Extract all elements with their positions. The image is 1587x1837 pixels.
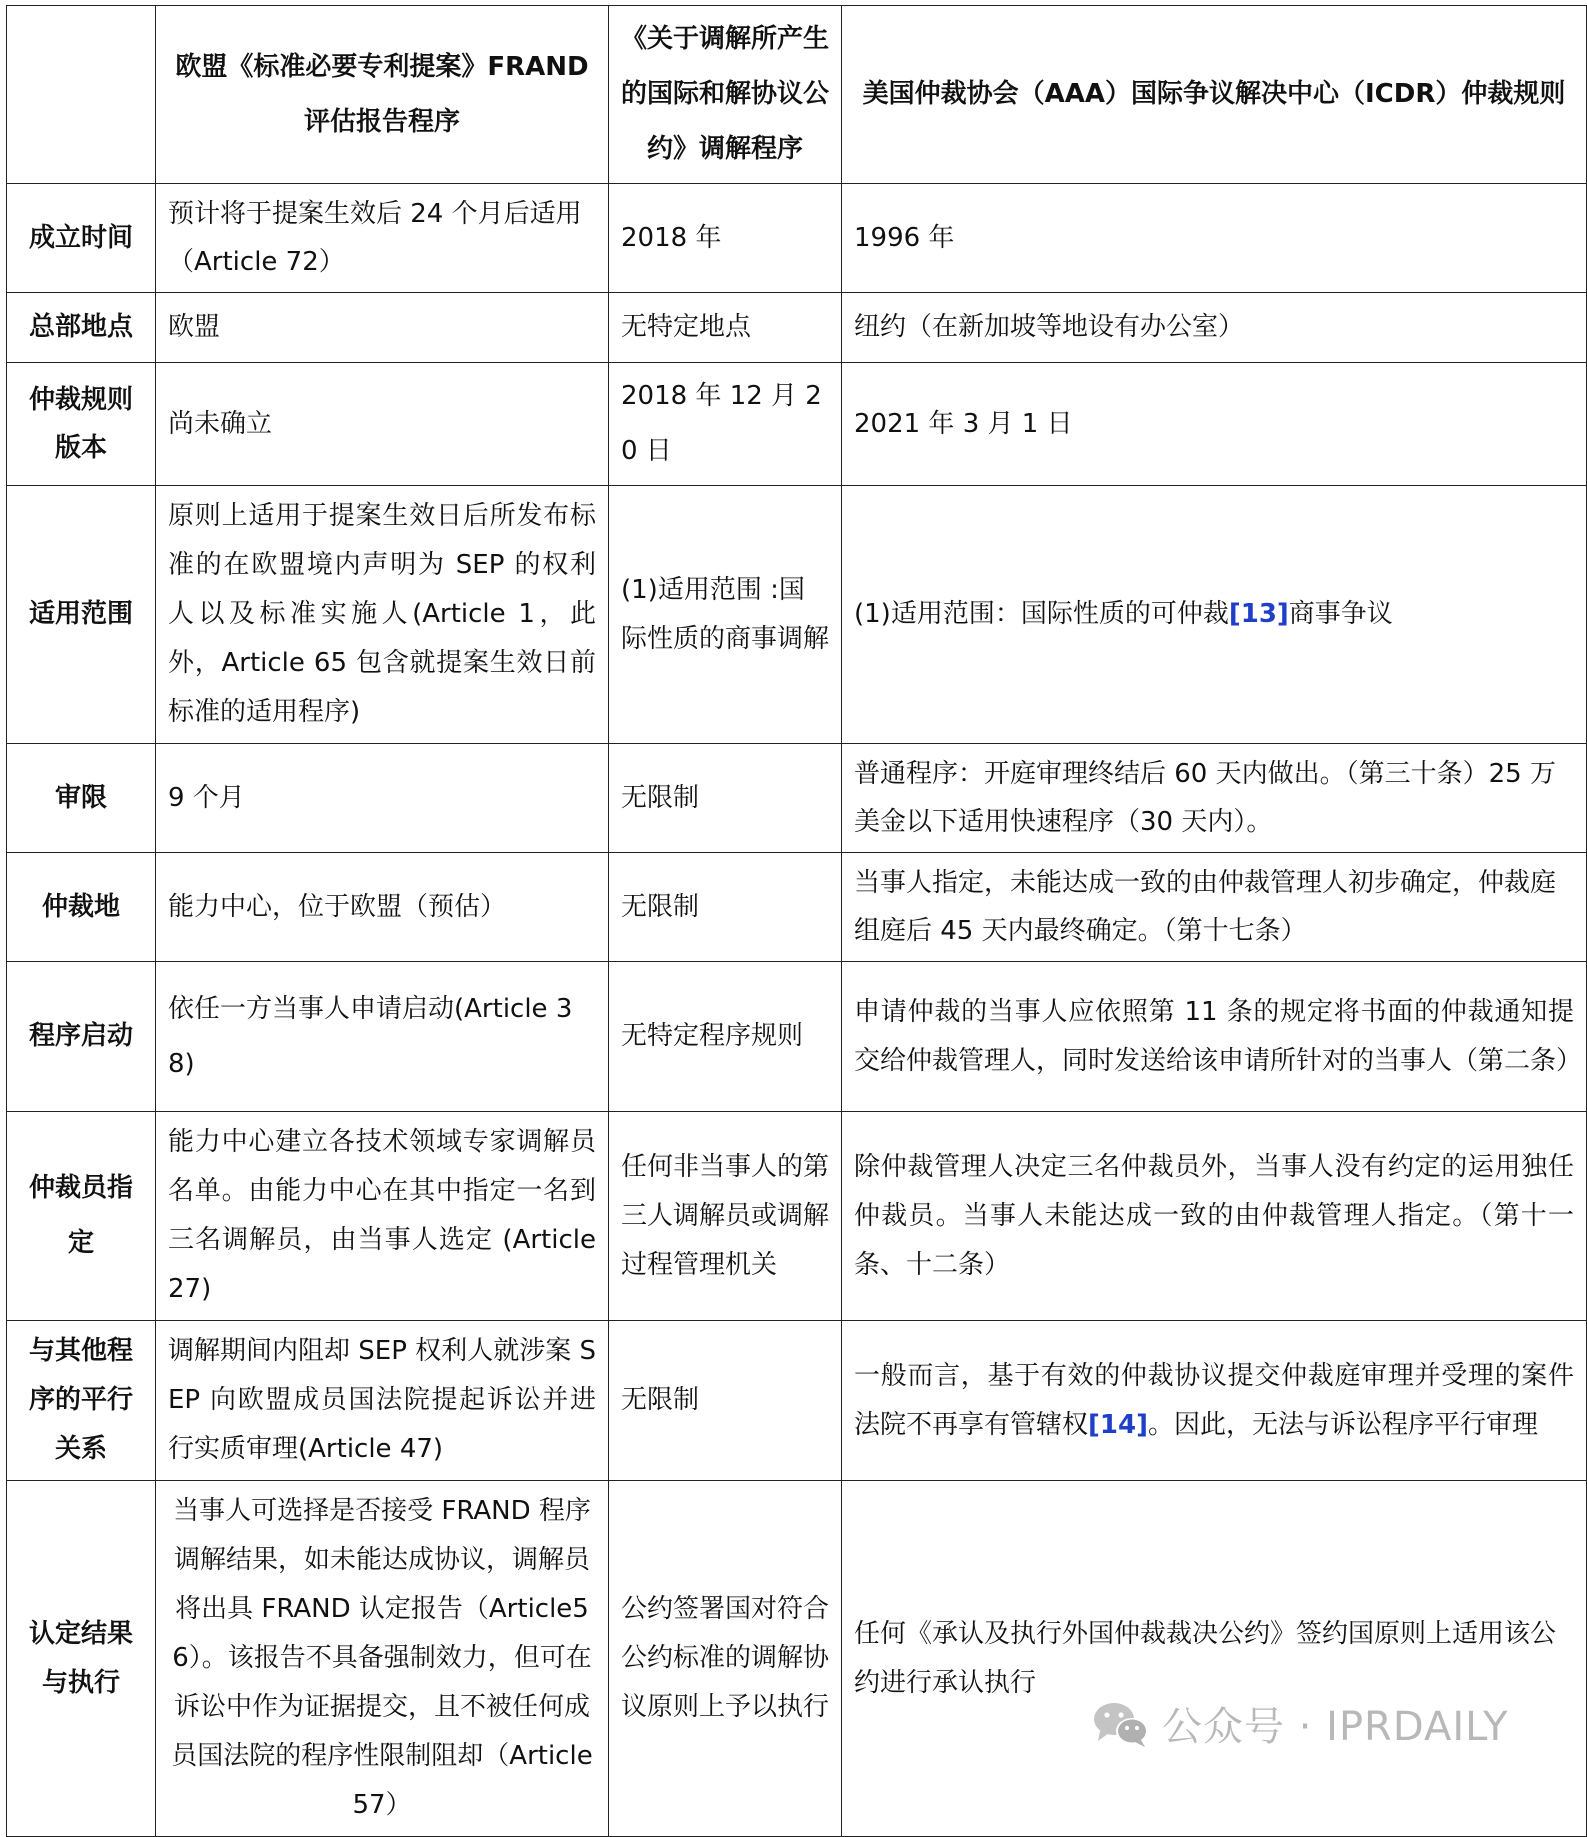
row-label-seat: 仲裁地	[7, 853, 156, 962]
cell-seat-icdr: 当事人指定，未能达成一致的由仲裁管理人初步确定，仲裁庭组庭后 45 天内最终确定。（第十七条）	[842, 853, 1587, 962]
footnote-ref-14[interactable]: [14]	[1088, 1409, 1148, 1440]
comparison-table	[6, 5, 1587, 1837]
table-row	[7, 1321, 1587, 1481]
cell-rules-version-mediation: 2018 年 12 月 20 日	[609, 363, 842, 486]
table-row	[7, 486, 1587, 744]
cell-initiation-icdr: 申请仲裁的当事人应依照第 11 条的规定将书面的仲裁通知提交给仲裁管理人，同时发送给该申请所针对的当事人（第二条）	[842, 962, 1587, 1112]
cell-seat-mediation: 无限制	[609, 853, 842, 962]
table-row	[7, 293, 1587, 363]
cell-time-limit-icdr: 普通程序：开庭审理终结后 60 天内做出。（第三十条）25 万美金以下适用快速程序（30 天内）。	[842, 744, 1587, 853]
row-label-rules-version: 仲裁规则版本	[7, 363, 156, 486]
cell-parallel-icdr	[842, 1321, 1587, 1481]
parallel-icdr-text-a: 一般而言，基于有效的仲裁协议提交仲裁庭审理并受理的案件法院不再享有管辖权	[854, 1360, 1574, 1440]
cell-enforcement-mediation: 公约签署国对符合公约标准的调解协议原则上予以执行	[609, 1481, 842, 1837]
table-row	[7, 1481, 1587, 1837]
watermark	[1090, 1693, 1509, 1753]
parallel-icdr-text-b: 。因此，无法与诉讼程序平行审理	[1147, 1409, 1538, 1440]
row-label-time-limit: 审限	[7, 744, 156, 853]
row-label-parallel: 与其他程序的平行关系	[7, 1321, 156, 1481]
table-row	[7, 962, 1587, 1112]
watermark-text: 公众号 · IPRDAILY	[1162, 1703, 1509, 1750]
row-label-established: 成立时间	[7, 184, 156, 293]
cell-rules-version-icdr: 2021 年 3 月 1 日	[842, 363, 1587, 486]
cell-enforcement-icdr: 任何《承认及执行外国仲裁裁决公约》签约国原则上适用该公约进行承认执行	[842, 1481, 1587, 1837]
table-row	[7, 744, 1587, 853]
cell-time-limit-mediation: 无限制	[609, 744, 842, 853]
cell-scope-icdr	[842, 486, 1587, 744]
cell-initiation-mediation: 无特定程序规则	[609, 962, 842, 1112]
cell-appointment-eu: 能力中心建立各技术领域专家调解员名单。由能力中心在其中指定一名到三名调解员，由当事人选定 (Article 27)	[156, 1112, 609, 1321]
col-header-eu-frand: 欧盟《标准必要专利提案》FRAND 评估报告程序	[156, 6, 609, 184]
cell-enforcement-eu: 当事人可选择是否接受 FRAND 程序调解结果，如未能达成协议，调解员将出具 FRAND 认定报告（Article56）。该报告不具备强制效力，但可在诉讼中作为证据提交，且不被任何成员国法院的程序性限制阻却（Article 57）	[156, 1481, 609, 1837]
cell-appointment-icdr: 除仲裁管理人决定三名仲裁员外，当事人没有约定的运用独任仲裁员。当事人未能达成一致的由仲裁管理人指定。（第十一条、十二条）	[842, 1112, 1587, 1321]
row-label-headquarters: 总部地点	[7, 293, 156, 363]
cell-scope-eu: 原则上适用于提案生效日后所发布标准的在欧盟境内声明为 SEP 的权利人以及标准实施人(Article 1，此外，Article 65 包含就提案生效日前标准的适用程序)	[156, 486, 609, 744]
table-row	[7, 363, 1587, 486]
row-label-enforcement: 认定结果与执行	[7, 1481, 156, 1837]
table-row	[7, 1112, 1587, 1321]
cell-rules-version-eu: 尚未确立	[156, 363, 609, 486]
cell-established-eu: 预计将于提案生效后 24 个月后适用（Article 72）	[156, 184, 609, 293]
footnote-ref-13[interactable]: [13]	[1228, 599, 1289, 629]
cell-initiation-eu: 依任一方当事人申请启动(Article 38)	[156, 962, 609, 1112]
col-header-mediation-convention: 《关于调解所产生的国际和解协议公约》调解程序	[609, 6, 842, 184]
scope-icdr-text-b: 商事争议	[1288, 599, 1393, 629]
row-label-scope: 适用范围	[7, 486, 156, 744]
cell-headquarters-eu: 欧盟	[156, 293, 609, 363]
corner-cell	[7, 6, 156, 184]
scope-icdr-text-a: (1)适用范围：国际性质的可仲裁	[854, 599, 1229, 629]
cell-seat-eu: 能力中心，位于欧盟（预估）	[156, 853, 609, 962]
row-label-appointment: 仲裁员指定	[7, 1112, 156, 1321]
cell-headquarters-mediation: 无特定地点	[609, 293, 842, 363]
cell-time-limit-eu: 9 个月	[156, 744, 609, 853]
col-header-icdr: 美国仲裁协会（AAA）国际争议解决中心（ICDR）仲裁规则	[842, 6, 1587, 184]
table-row	[7, 853, 1587, 962]
table-row	[7, 184, 1587, 293]
header-row	[7, 6, 1587, 184]
cell-established-mediation: 2018 年	[609, 184, 842, 293]
cell-established-icdr: 1996 年	[842, 184, 1587, 293]
cell-scope-mediation: (1)适用范围 :国际性质的商事调解	[609, 486, 842, 744]
wechat-icon	[1090, 1698, 1152, 1748]
cell-parallel-eu: 调解期间内阻却 SEP 权利人就涉案 SEP 向欧盟成员国法院提起诉讼并进行实质审理(Article 47)	[156, 1321, 609, 1481]
row-label-initiation: 程序启动	[7, 962, 156, 1112]
cell-appointment-mediation: 任何非当事人的第三人调解员或调解过程管理机关	[609, 1112, 842, 1321]
cell-parallel-mediation: 无限制	[609, 1321, 842, 1481]
cell-headquarters-icdr: 纽约（在新加坡等地设有办公室）	[842, 293, 1587, 363]
